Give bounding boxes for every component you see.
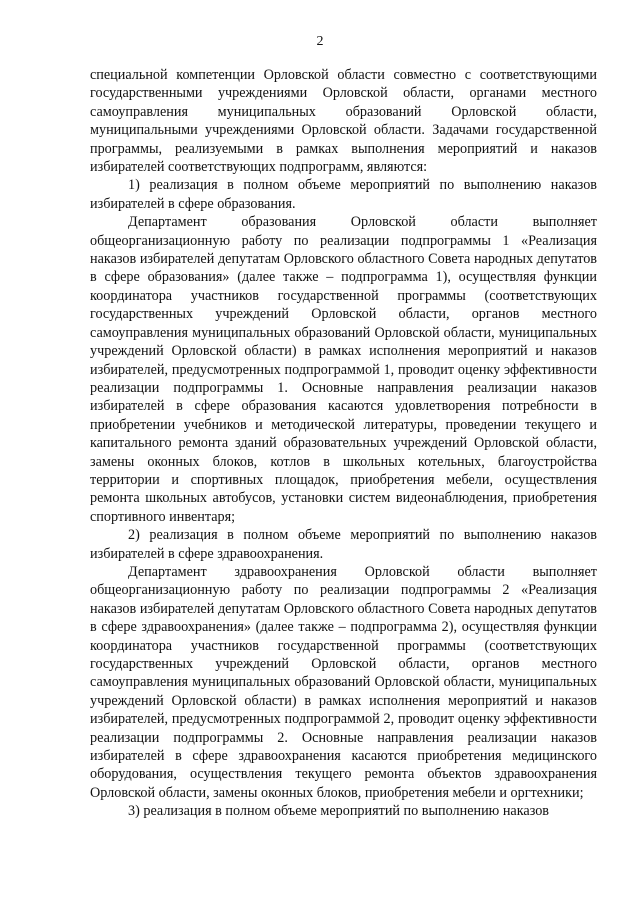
paragraph-education-department: Департамент образования Орловской области выполняет общеорганизационную работу по реализации подпрограммы 1 «Реализация наказов избирателей депутатам Орловского областного Совета народных депутатов в сфере образования» (далее также – подпрограмма 1), осуществляя функции координатора участников государственной программы (соответствующих государственных учреждений Орловской области, органов местного самоуправления муниципальных образований Орловской области, муниципальных учреждений Орловской области) в рамках исполнения мероприятий и наказов избирателей, предусмотренных подпрограммой 1, проводит оценку эффективности реализации подпрограммы 1. Основные направления реализации наказов избирателей в сфере образования касаются удовлетворения потребности в приобретении учебников и методической литературы, проведении текущего и капитального ремонта зданий образовательных учреждений Орловской области, замены оконных блоков, котлов в школьных котельных, благоустройства территории и спортивных площадок, приобретения мебели, осуществления ремонта школьных автобусов, установки систем видеонаблюдения, приобретения спортивного инвентаря; [90,214,597,525]
paragraph-task-1: 1) реализация в полном объеме мероприятий по выполнению наказов избирателей в сфере образования. [90,177,597,212]
paragraph-task-2: 2) реализация в полном объеме мероприятий по выполнению наказов избирателей в сфере здравоохранения. [90,527,597,562]
document-body [90,66,597,821]
paragraph-healthcare-department: Департамент здравоохранения Орловской области выполняет общеорганизационную работу по реализации подпрограммы 2 «Реализация наказов избирателей депутатам Орловского областного Совета народных депутатов в сфере здравоохранения» (далее также – подпрограмма 2), осуществляя функции координатора участников государственной программы (соответствующих государственных учреждений Орловской области, органов местного самоуправления муниципальных образований Орловской области, муниципальных учреждений Орловской области) в рамках исполнения мероприятий и наказов избирателей, предусмотренных подпрограммой 2, проводит оценку эффективности реализации подпрограммы 2. Основные направления реализации наказов избирателей в сфере здравоохранения касаются приобретения медицинского оборудования, осуществления текущего ремонта объектов здравоохранения Орловской области, замены оконных блоков, приобретения мебели и оргтехники; [90,563,597,801]
page-number: 2 [316,34,324,49]
paragraph-task-3: 3) реализация в полном объеме мероприятий по выполнению наказов [128,803,550,820]
paragraph-intro-continuation: специальной компетенции Орловской области совместно с соответствующими государственными учреждениями Орловской области, органами местного самоуправления муниципальных образований Орловской области, муниципальными учреждениями Орловской области. Задачами государственной программы, реализуемыми в рамках выполнения мероприятий и наказов избирателей соответствующих подпрограмм, являются: [90,67,597,176]
